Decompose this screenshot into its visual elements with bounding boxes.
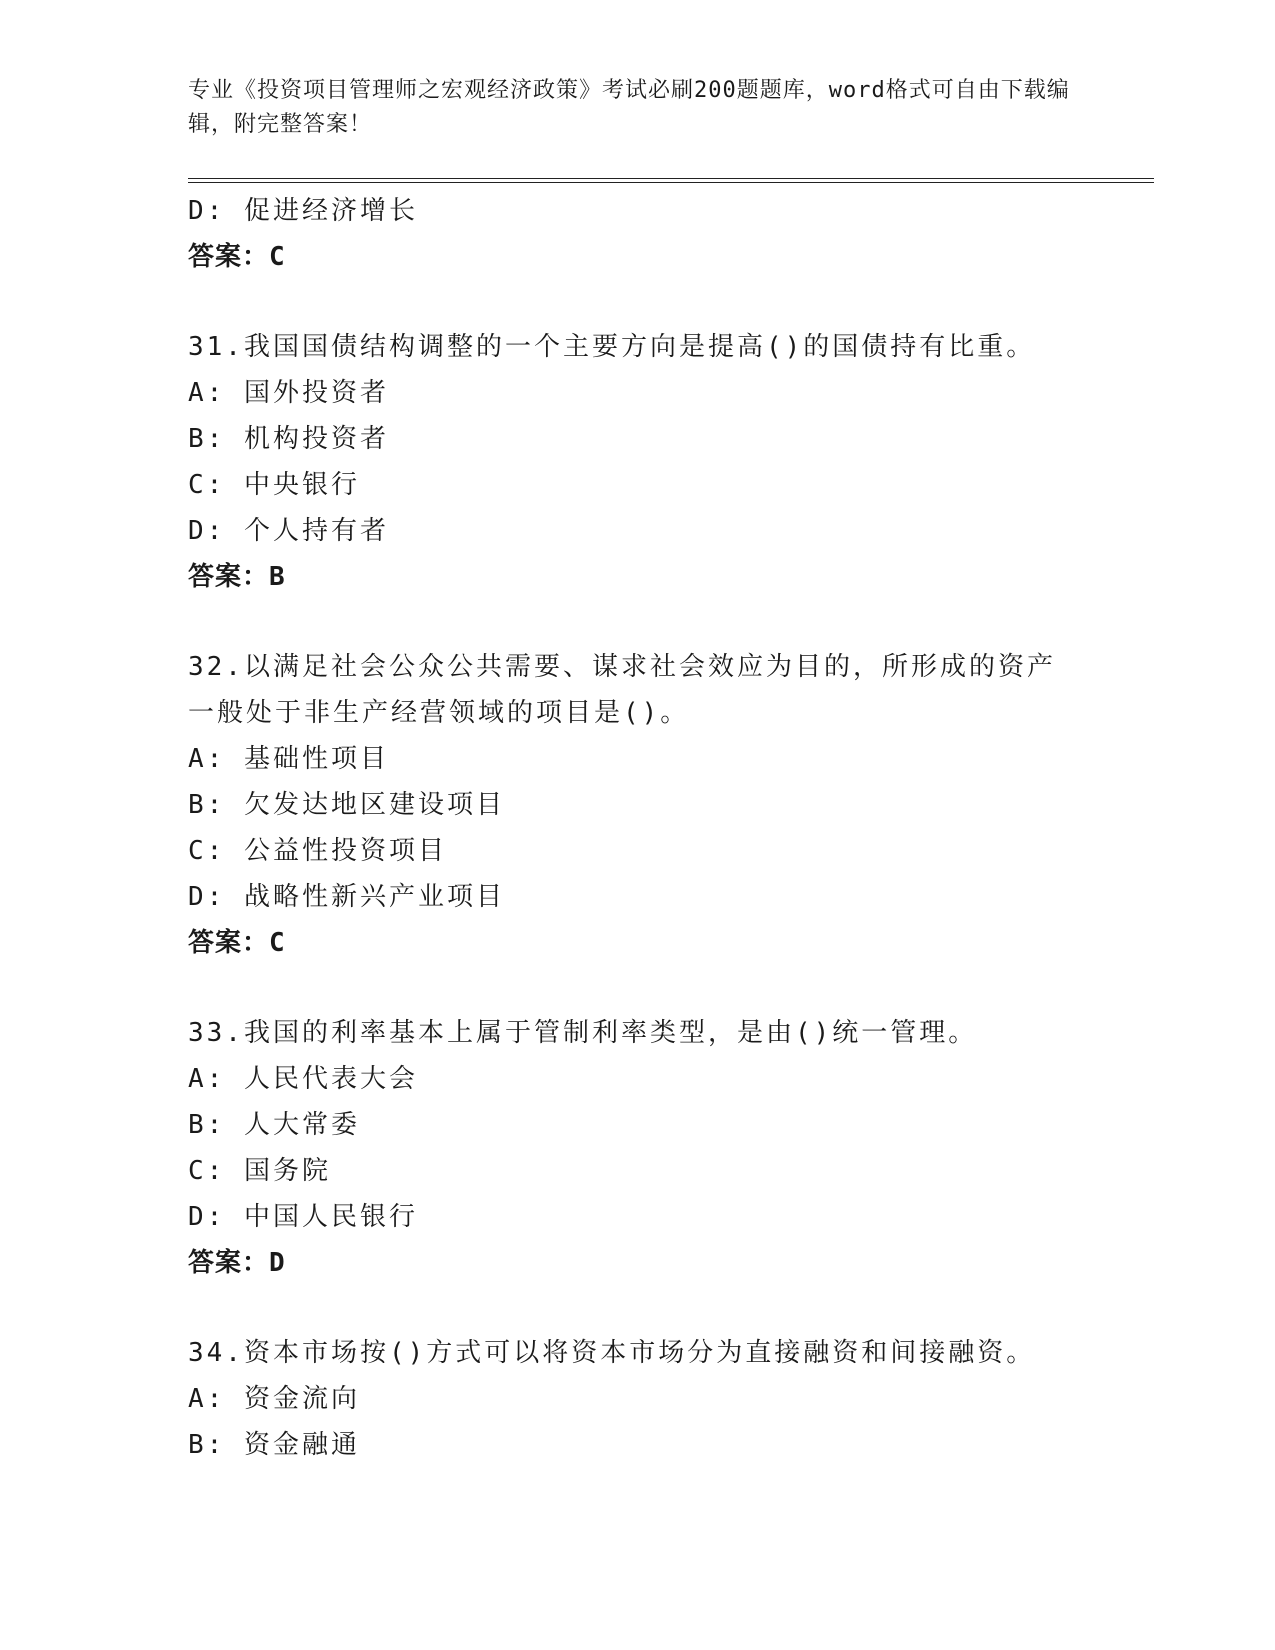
- question-33: [188, 1010, 1088, 1286]
- option-d: D: 战略性新兴产业项目: [188, 882, 505, 912]
- question-text: 31.我国国债结构调整的一个主要方向是提高()的国债持有比重。: [188, 332, 1036, 362]
- page-header: [188, 74, 1088, 142]
- option-c: C: 公益性投资项目: [188, 836, 447, 866]
- header-divider: [188, 178, 1154, 183]
- option-c: C: 中央银行: [188, 470, 360, 500]
- option-b: B: 人大常委: [188, 1110, 360, 1140]
- option-b: B: 机构投资者: [188, 424, 389, 454]
- option-a: A: 资金流向: [188, 1384, 360, 1414]
- prev-option-d: D: 促进经济增长: [188, 196, 418, 226]
- document-body: [188, 188, 1088, 1468]
- prev-answer: 答案：C: [188, 242, 286, 272]
- question-text: 34.资本市场按()方式可以将资本市场分为直接融资和间接融资。: [188, 1338, 1036, 1368]
- answer: 答案：D: [188, 1248, 286, 1278]
- spacer: [188, 280, 1088, 324]
- question-32: [188, 644, 1088, 966]
- option-d: D: 个人持有者: [188, 516, 389, 546]
- option-a: A: 人民代表大会: [188, 1064, 418, 1094]
- option-b: B: 欠发达地区建设项目: [188, 790, 505, 820]
- answer: 答案：B: [188, 562, 286, 592]
- option-d: D: 中国人民银行: [188, 1202, 418, 1232]
- question-34: [188, 1330, 1088, 1468]
- spacer: [188, 1286, 1088, 1330]
- spacer: [188, 966, 1088, 1010]
- answer: 答案：C: [188, 928, 286, 958]
- option-a: A: 国外投资者: [188, 378, 389, 408]
- question-text: 32.以满足社会公众公共需要、谋求社会效应为目的，所形成的资产一般处于非生产经营领域的项目是()。: [188, 652, 1056, 728]
- option-a: A: 基础性项目: [188, 744, 389, 774]
- question-31: [188, 324, 1088, 600]
- spacer: [188, 600, 1088, 644]
- option-c: C: 国务院: [188, 1156, 331, 1186]
- header-text: 专业《投资项目管理师之宏观经济政策》考试必刷200题题库，word格式可自由下载编辑，附完整答案！: [188, 78, 1070, 137]
- option-b: B: 资金融通: [188, 1430, 360, 1460]
- question-text: 33.我国的利率基本上属于管制利率类型，是由()统一管理。: [188, 1018, 978, 1048]
